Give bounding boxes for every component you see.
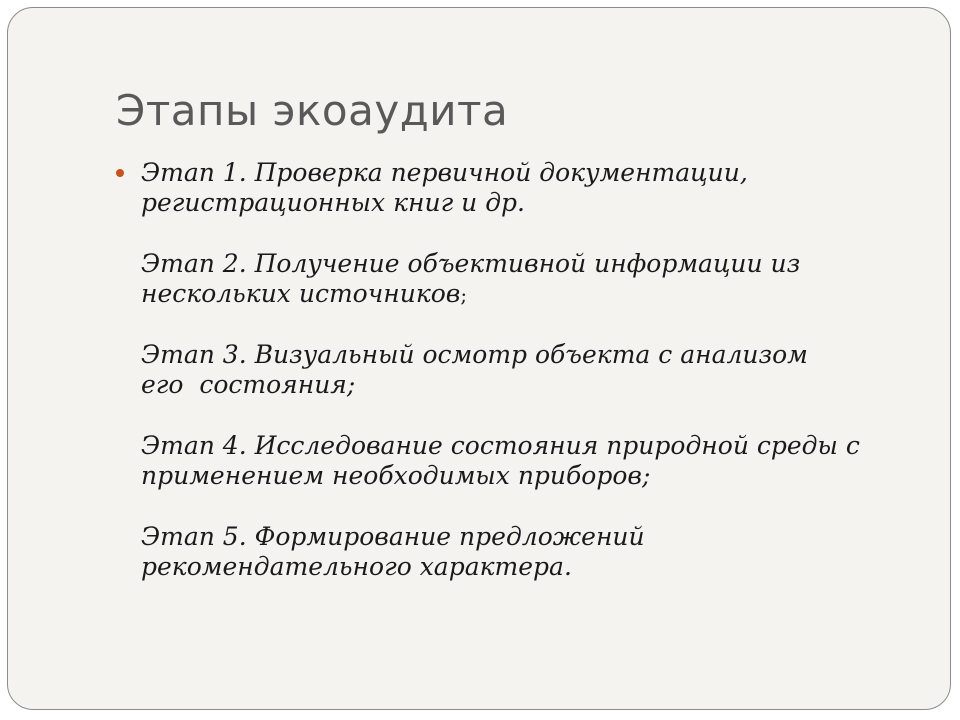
stage-1-line-2: [141, 188, 901, 219]
stage-5-line-2: [141, 552, 901, 583]
stage-4-line-2-text: применением необходимых приборов;: [141, 461, 651, 490]
stage-3-line-1: Этап 3. Визуальный осмотр объекта с анализом: [141, 340, 808, 369]
stage-2: [141, 249, 901, 310]
stage-1: [141, 158, 901, 219]
stage-2-line-2-suffix: ;: [460, 283, 468, 307]
stage-4: [141, 431, 901, 492]
bullet-text: [141, 158, 901, 613]
slide-frame: [7, 7, 951, 710]
stage-5: [141, 522, 901, 583]
stage-5-line-2-text: рекомендательного характера.: [141, 552, 572, 581]
stage-3-line-2: [141, 370, 901, 401]
bullet-icon: [116, 169, 124, 177]
stage-3-line-2-text: его состояния;: [141, 370, 356, 399]
stage-3: [141, 340, 901, 401]
stage-2-line-1: Этап 2. Получение объективной информации из: [141, 249, 801, 278]
stage-2-line-2: [141, 279, 901, 310]
stage-1-line-2-text: регистрационных книг и др.: [141, 188, 526, 217]
stage-4-line-2: [141, 461, 901, 492]
stage-4-line-1: Этап 4. Исследование состояния природной среды с: [141, 431, 860, 460]
stage-2-line-2-text: нескольких источников: [141, 279, 461, 308]
slide-title: Этапы экоаудита: [116, 86, 509, 135]
stage-5-line-1: Этап 5. Формирование предложений: [141, 522, 645, 551]
stage-1-line-1: Этап 1. Проверка первичной документации,: [141, 158, 748, 187]
